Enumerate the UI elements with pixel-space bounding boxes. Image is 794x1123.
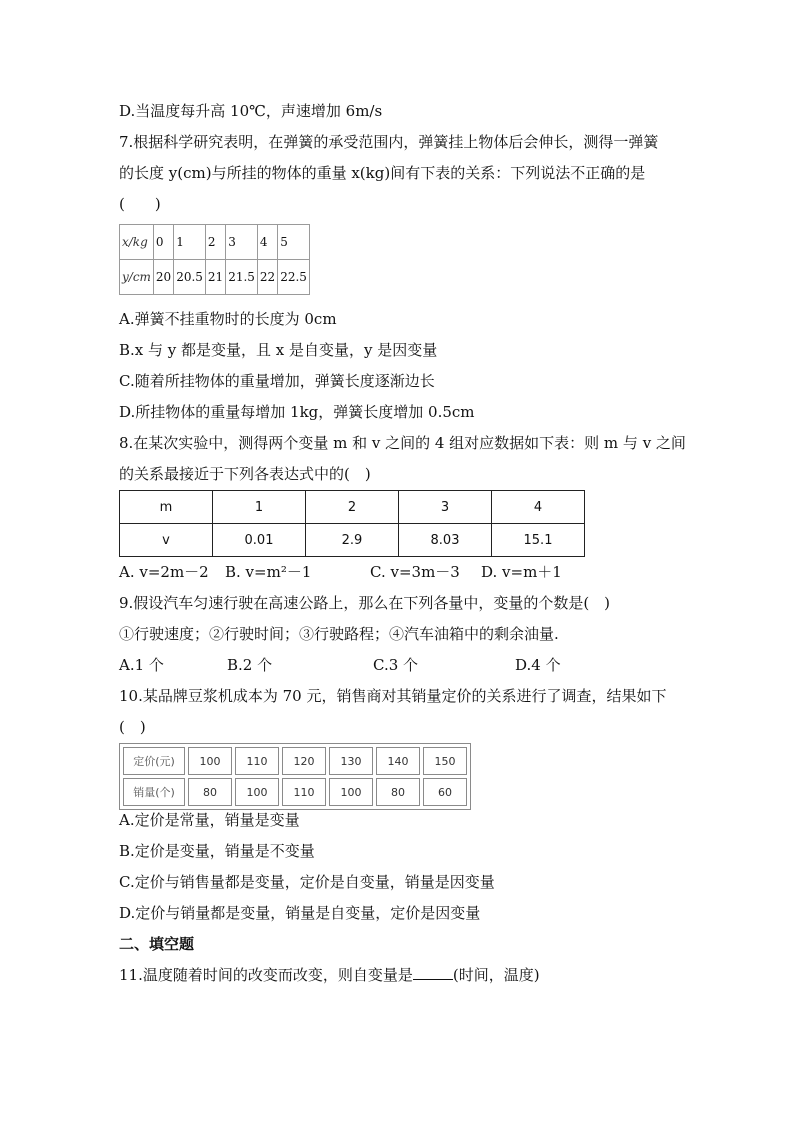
- table-cell: 80: [376, 778, 420, 806]
- q8-data-table: [119, 490, 585, 557]
- table-cell: 5: [278, 225, 310, 260]
- table-cell: 20.5: [174, 260, 206, 295]
- q11-answer-blank[interactable]: [413, 965, 453, 980]
- q10-price-sales-table: [119, 743, 471, 810]
- table-cell: 22.5: [278, 260, 310, 295]
- table-cell: 60: [423, 778, 467, 806]
- table-cell: 15.1: [492, 524, 585, 557]
- table-row: [120, 524, 585, 557]
- section-heading: 二、填空题: [119, 935, 195, 953]
- table-cell: 1: [174, 225, 206, 260]
- q7-option-a: A.弹簧不挂重物时的长度为 0cm: [119, 310, 337, 328]
- table-cell: 4: [257, 225, 277, 260]
- table-cell: x/kg: [120, 225, 154, 260]
- table-row: [120, 491, 585, 524]
- table-cell: 3: [226, 225, 258, 260]
- q8-stem-line1: 8.在某次实验中，测得两个变量 m 和 v 之间的 4 组对应数据如下表：则 m 与 v 之间: [119, 434, 686, 452]
- table-cell: 150: [423, 747, 467, 775]
- table-row: [123, 747, 467, 775]
- table-cell: 8.03: [399, 524, 492, 557]
- q9-option-c: C.3 个: [373, 656, 419, 674]
- table-cell: 100: [235, 778, 279, 806]
- q8-option-b: B. v=m²－1: [225, 563, 312, 581]
- table-cell: 2: [205, 225, 225, 260]
- table-cell: 80: [188, 778, 232, 806]
- q7-option-b: B.x 与 y 都是变量，且 x 是自变量，y 是因变量: [119, 341, 438, 359]
- q8-option-c: C. v=3m－3: [370, 563, 460, 581]
- q10-option-a: A.定价是常量，销量是变量: [119, 811, 300, 829]
- table-cell: v: [120, 524, 213, 557]
- q11-stem: [119, 965, 540, 985]
- q7-answer-bracket: ( ): [119, 195, 161, 213]
- q9-stem: 9.假设汽车匀速行驶在高速公路上，那么在下列各量中，变量的个数是( ): [119, 594, 611, 612]
- q10-stem-line1: 10.某品牌豆浆机成本为 70 元，销售商对其销量定价的关系进行了调查，结果如下: [119, 687, 667, 705]
- table-cell: 20: [153, 260, 173, 295]
- q7-option-d: D.所挂物体的重量每增加 1kg，弹簧长度增加 0.5cm: [119, 403, 475, 421]
- table-cell: 110: [235, 747, 279, 775]
- table-cell: m: [120, 491, 213, 524]
- q9-option-b: B.2 个: [227, 656, 273, 674]
- q10-answer-bracket: ( ): [119, 718, 146, 736]
- table-cell: 100: [329, 778, 373, 806]
- table-cell: 1: [213, 491, 306, 524]
- table-cell: 3: [399, 491, 492, 524]
- table-cell: 销量(个): [123, 778, 185, 806]
- table-cell: 120: [282, 747, 326, 775]
- table-cell: 21: [205, 260, 225, 295]
- table-cell: 130: [329, 747, 373, 775]
- q10-option-c: C.定价与销售量都是变量，定价是自变量，销量是因变量: [119, 873, 495, 891]
- q8-option-d: D. v=m＋1: [481, 563, 562, 581]
- table-cell: 4: [492, 491, 585, 524]
- q9-option-d: D.4 个: [515, 656, 561, 674]
- table-cell: 110: [282, 778, 326, 806]
- table-cell: 100: [188, 747, 232, 775]
- table-cell: 140: [376, 747, 420, 775]
- table-cell: 0: [153, 225, 173, 260]
- q8-option-a: A. v=2m－2: [119, 563, 209, 581]
- q11-text-after: (时间，温度): [452, 966, 540, 984]
- q7-stem-line1: 7.根据科学研究表明，在弹簧的承受范围内，弹簧挂上物体后会伸长，测得一弹簧: [119, 133, 659, 151]
- q10-option-d: D.定价与销量都是变量，销量是自变量，定价是因变量: [119, 904, 481, 922]
- table-cell: 2.9: [306, 524, 399, 557]
- table-cell: 0.01: [213, 524, 306, 557]
- q11-text-before: 11.温度随着时间的改变而改变，则自变量是: [119, 966, 413, 984]
- table-cell: 22: [257, 260, 277, 295]
- q8-stem-line2: 的关系最接近于下列各表达式中的( ): [119, 465, 371, 483]
- table-cell: 2: [306, 491, 399, 524]
- q9-option-a: A.1 个: [119, 656, 164, 674]
- table-row: [120, 260, 310, 295]
- q7-option-c: C.随着所挂物体的重量增加，弹簧长度逐渐边长: [119, 372, 435, 390]
- q6-option-d: D.当温度每升高 10℃，声速增加 6m/s: [119, 102, 383, 120]
- q7-spring-table: [119, 224, 310, 295]
- table-row: [120, 225, 310, 260]
- q7-stem-line2: 的长度 y(cm)与所挂的物体的重量 x(kg)间有下表的关系：下列说法不正确的是: [119, 164, 646, 182]
- q10-option-b: B.定价是变量，销量是不变量: [119, 842, 315, 860]
- table-cell: y/cm: [120, 260, 154, 295]
- q9-items: ①行驶速度；②行驶时间；③行驶路程；④汽车油箱中的剩余油量.: [119, 625, 559, 643]
- table-row: [123, 778, 467, 806]
- table-cell: 定价(元): [123, 747, 185, 775]
- table-cell: 21.5: [226, 260, 258, 295]
